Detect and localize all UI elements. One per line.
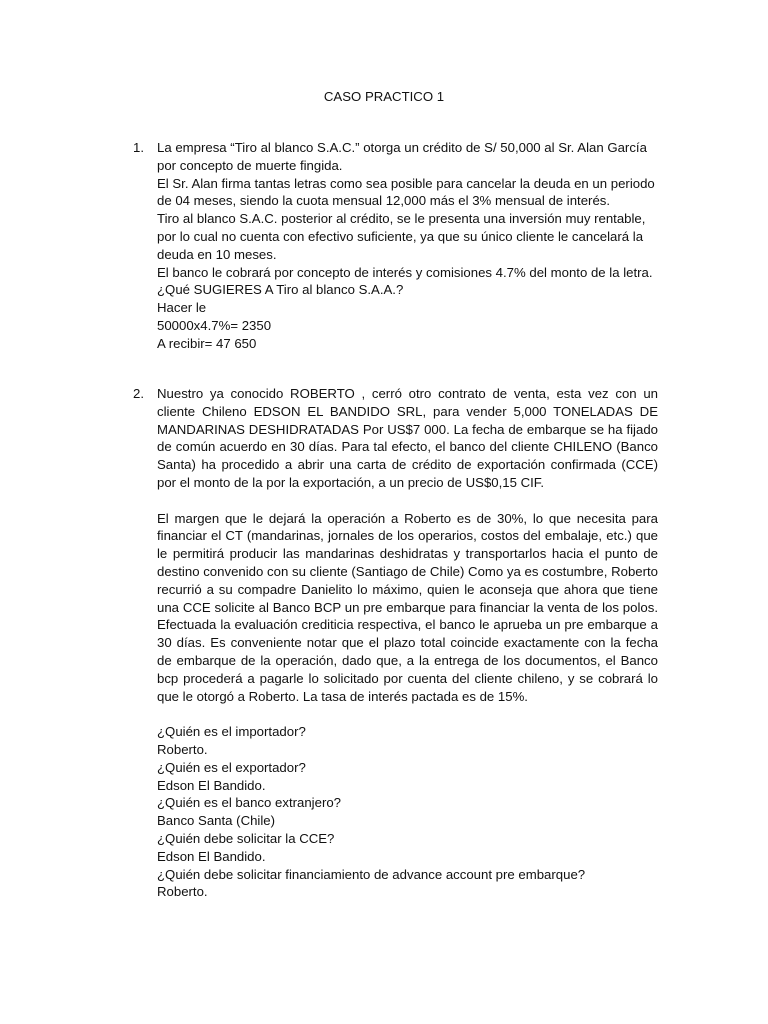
calculation-line: 50000x4.7%= 2350 bbox=[157, 317, 272, 333]
exercise-body bbox=[157, 385, 658, 901]
question: ¿Quién es el banco extranjero? bbox=[157, 795, 342, 811]
exercise-number: 1. bbox=[133, 140, 144, 155]
paragraph: Nuestro ya conocido ROBERTO , cerró otro contrato de venta, esta vez con un cliente Chileno EDSON EL BANDIDO SRL, para vender 5,000 TONELADAS DE MANDARINAS DESHIDRATADAS Por US$7 000. La fecha de embarque se ha fijado de común acuerdo en 30 días. Para tal efecto, el banco del cliente CHILENO (Banco Santa) ha procedido a abrir una carta de crédito de exportación confirmada (CCE) por el monto de la por la exportación, a un precio de US$0,15 CIF. bbox=[157, 386, 658, 490]
answer: Edson El Bandido. bbox=[157, 777, 266, 793]
paragraph: Tiro al blanco S.A.C. posterior al crédito, se le presenta una inversión muy rentable, por lo cual no cuenta con efectivo suficiente, ya que su único cliente le cancelará la deuda en 10 meses. bbox=[157, 211, 646, 262]
question: ¿Qué SUGIERES A Tiro al blanco S.A.A.? bbox=[157, 282, 404, 298]
paragraph: El banco le cobrará por concepto de interés y comisiones 4.7% del monto de la letra. bbox=[157, 264, 653, 280]
paragraph: El margen que le dejará la operación a Roberto es de 30%, lo que necesita para financiar el CT (mandarinas, jornales de los operarios, costos del embalaje, etc.) que le permitirá producir las mandarinas deshidratas y transportarlos hacia el punto de destino convenido con su cliente (Santiago de Chile) Como ya es costumbre, Roberto recurrió a su compadre Danielito lo máximo, quien le aconseja que ahora que tiene una CCE solicite al Banco BCP un pre embarque para financiar la venta de los polos. Efectuada la evaluación crediticia respectiva, el banco le aprueba un pre embarque a 30 días. Es conveniente notar que el plazo total coincide exactamente con la fecha de embarque de la operación, dado que, a la entrega de los documentos, el Banco bcp procederá a pagarle lo solicitado por cuenta del cliente chileno, y se cobrará lo que le otorgó a Roberto. La tasa de interés pactada es de 15%. bbox=[157, 510, 658, 704]
answer-line: Hacer le bbox=[157, 300, 207, 316]
answer: Banco Santa (Chile) bbox=[157, 813, 276, 829]
exercise-1 bbox=[133, 139, 658, 353]
answer: Roberto. bbox=[157, 884, 208, 900]
question: ¿Quién es el importador? bbox=[157, 724, 306, 740]
exercise-number: 2. bbox=[133, 386, 144, 401]
document-title: CASO PRACTICO 1 bbox=[323, 89, 445, 104]
question: ¿Quién es el exportador? bbox=[157, 759, 306, 775]
exercise-body bbox=[157, 139, 658, 353]
question: ¿Quién debe solicitar financiamiento de advance account pre embarque? bbox=[157, 866, 586, 882]
answer: Roberto. bbox=[157, 741, 208, 757]
calculation-result: A recibir= 47 650 bbox=[157, 335, 257, 351]
answer: Edson El Bandido. bbox=[157, 848, 266, 864]
paragraph: El Sr. Alan firma tantas letras como sea posible para cancelar la deuda en un periodo de 04 meses, siendo la cuota mensual 12,000 más el 3% mensual de interés. bbox=[157, 175, 655, 209]
question: ¿Quién debe solicitar la CCE? bbox=[157, 830, 335, 846]
exercise-2 bbox=[133, 385, 658, 901]
paragraph: La empresa “Tiro al blanco S.A.C.” otorga un crédito de S/ 50,000 al Sr. Alan García por concepto de muerte fingida. bbox=[157, 140, 647, 173]
